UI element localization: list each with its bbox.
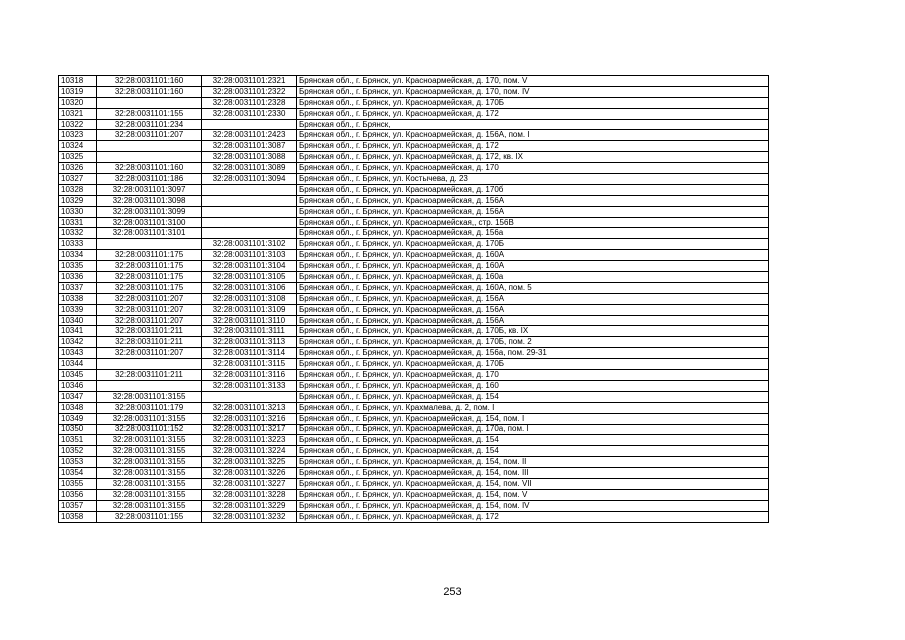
table-row (59, 413, 769, 424)
address-cell: Брянская обл., г. Брянск, ул. Красноармейская, д. 154, пом. II (297, 457, 769, 468)
row-number-cell: 10337 (59, 282, 97, 293)
object-number-cell: 32:28:0031101:3133 (202, 380, 297, 391)
row-number-cell: 10321 (59, 108, 97, 119)
object-number-cell: 32:28:0031101:3228 (202, 489, 297, 500)
row-number-cell: 10336 (59, 272, 97, 283)
address-cell: Брянская обл., г. Брянск, ул. Красноармейская, д. 160а (297, 272, 769, 283)
row-number-cell: 10333 (59, 239, 97, 250)
object-number-cell (202, 119, 297, 130)
table-row (59, 206, 769, 217)
parcel-number-cell: 32:28:0031101:186 (97, 174, 202, 185)
table-row (59, 315, 769, 326)
row-number-cell: 10334 (59, 250, 97, 261)
object-number-cell: 32:28:0031101:3110 (202, 315, 297, 326)
parcel-number-cell: 32:28:0031101:207 (97, 293, 202, 304)
row-number-cell: 10344 (59, 359, 97, 370)
table-row (59, 130, 769, 141)
parcel-number-cell: 32:28:0031101:234 (97, 119, 202, 130)
table-row (59, 500, 769, 511)
table-row (59, 250, 769, 261)
table-row (59, 184, 769, 195)
row-number-cell: 10349 (59, 413, 97, 424)
parcel-number-cell: 32:28:0031101:175 (97, 272, 202, 283)
row-number-cell: 10323 (59, 130, 97, 141)
object-number-cell: 32:28:0031101:3227 (202, 478, 297, 489)
object-number-cell (202, 228, 297, 239)
parcel-number-cell: 32:28:0031101:175 (97, 261, 202, 272)
object-number-cell: 32:28:0031101:3102 (202, 239, 297, 250)
object-number-cell: 32:28:0031101:3088 (202, 152, 297, 163)
parcel-number-cell: 32:28:0031101:160 (97, 76, 202, 87)
table-row (59, 86, 769, 97)
address-cell: Брянская обл., г. Брянск, ул. Красноармейская, д. 156А (297, 304, 769, 315)
object-number-cell: 32:28:0031101:3105 (202, 272, 297, 283)
parcel-number-cell (97, 97, 202, 108)
table-row (59, 359, 769, 370)
row-number-cell: 10338 (59, 293, 97, 304)
parcel-number-cell: 32:28:0031101:3099 (97, 206, 202, 217)
table-row (59, 489, 769, 500)
object-number-cell: 32:28:0031101:3104 (202, 261, 297, 272)
table-row (59, 228, 769, 239)
parcel-number-cell: 32:28:0031101:207 (97, 315, 202, 326)
address-cell: Брянская обл., г. Брянск, ул. Красноармейская, д. 170Б (297, 97, 769, 108)
address-cell: Брянская обл., г. Брянск, ул. Красноармейская, д. 160А, пом. 5 (297, 282, 769, 293)
object-number-cell: 32:28:0031101:3103 (202, 250, 297, 261)
row-number-cell: 10320 (59, 97, 97, 108)
address-cell: Брянская обл., г. Брянск, ул. Красноармейская, д. 170Б, кв. IX (297, 326, 769, 337)
parcel-number-cell: 32:28:0031101:3155 (97, 457, 202, 468)
parcel-number-cell: 32:28:0031101:152 (97, 424, 202, 435)
object-number-cell: 32:28:0031101:3226 (202, 468, 297, 479)
row-number-cell: 10332 (59, 228, 97, 239)
address-cell: Брянская обл., г. Брянск, ул. Красноармейская, д. 170, пом. V (297, 76, 769, 87)
parcel-number-cell: 32:28:0031101:207 (97, 304, 202, 315)
address-cell: Брянская обл., г. Брянск, ул. Красноармейская, д. 170 (297, 163, 769, 174)
address-cell: Брянская обл., г. Брянск, ул. Красноармейская, д. 170 (297, 370, 769, 381)
object-number-cell: 32:28:0031101:3111 (202, 326, 297, 337)
table-row (59, 195, 769, 206)
object-number-cell: 32:28:0031101:3116 (202, 370, 297, 381)
parcel-number-cell (97, 239, 202, 250)
table-row (59, 457, 769, 468)
object-number-cell: 32:28:0031101:3113 (202, 337, 297, 348)
parcel-number-cell (97, 380, 202, 391)
address-cell: Брянская обл., г. Брянск, ул. Красноармейская, д. 156А (297, 206, 769, 217)
row-number-cell: 10342 (59, 337, 97, 348)
table-row (59, 435, 769, 446)
parcel-number-cell: 32:28:0031101:3155 (97, 391, 202, 402)
table-row (59, 424, 769, 435)
address-cell: Брянская обл., г. Брянск, ул. Красноармейская, д. 160А (297, 261, 769, 272)
object-number-cell: 32:28:0031101:3094 (202, 174, 297, 185)
address-cell: Брянская обл., г. Брянск, ул. Красноармейская, д. 156а, пом. 29-31 (297, 348, 769, 359)
address-cell: Брянская обл., г. Брянск, ул. Красноармейская, д. 156А (297, 195, 769, 206)
table-row (59, 326, 769, 337)
address-cell: Брянская обл., г. Брянск, ул. Красноармейская, д. 170Б (297, 359, 769, 370)
address-cell: Брянская обл., г. Брянск, ул. Красноармейская, д. 154, пом. III (297, 468, 769, 479)
address-cell: Брянская обл., г. Брянск, ул. Красноармейская, д. 154, пом. V (297, 489, 769, 500)
address-cell: Брянская обл., г. Брянск, ул. Красноармейская, д. 160 (297, 380, 769, 391)
address-cell: Брянская обл., г. Брянск, ул. Красноармейская, д. 154 (297, 391, 769, 402)
object-number-cell: 32:28:0031101:3106 (202, 282, 297, 293)
parcel-number-cell (97, 141, 202, 152)
parcel-number-cell: 32:28:0031101:155 (97, 108, 202, 119)
table-row (59, 337, 769, 348)
parcel-number-cell: 32:28:0031101:155 (97, 511, 202, 522)
row-number-cell: 10355 (59, 478, 97, 489)
address-cell: Брянская обл., г. Брянск, ул. Красноармейская, д. 170б (297, 184, 769, 195)
registry-table-body (59, 76, 769, 523)
row-number-cell: 10356 (59, 489, 97, 500)
object-number-cell: 32:28:0031101:3217 (202, 424, 297, 435)
table-row (59, 108, 769, 119)
address-cell: Брянская обл., г. Брянск, ул. Красноармейская, д. 172 (297, 511, 769, 522)
table-row (59, 511, 769, 522)
table-row (59, 152, 769, 163)
table-row (59, 76, 769, 87)
parcel-number-cell: 32:28:0031101:3100 (97, 217, 202, 228)
row-number-cell: 10324 (59, 141, 97, 152)
row-number-cell: 10347 (59, 391, 97, 402)
address-cell: Брянская обл., г. Брянск, ул. Красноармейская, д. 154 (297, 446, 769, 457)
address-cell: Брянская обл., г. Брянск, ул. Красноармейская, д. 156А (297, 315, 769, 326)
object-number-cell: 32:28:0031101:3213 (202, 402, 297, 413)
row-number-cell: 10352 (59, 446, 97, 457)
parcel-number-cell: 32:28:0031101:175 (97, 250, 202, 261)
table-row (59, 391, 769, 402)
address-cell: Брянская обл., г. Брянск, ул. Красноармейская, д. 154, пом. VII (297, 478, 769, 489)
row-number-cell: 10341 (59, 326, 97, 337)
object-number-cell: 32:28:0031101:3108 (202, 293, 297, 304)
row-number-cell: 10357 (59, 500, 97, 511)
object-number-cell (202, 217, 297, 228)
row-number-cell: 10354 (59, 468, 97, 479)
parcel-number-cell: 32:28:0031101:3155 (97, 446, 202, 457)
parcel-number-cell: 32:28:0031101:3101 (97, 228, 202, 239)
address-cell: Брянская обл., г. Брянск, ул. Крахмалева, д. 2, пом. I (297, 402, 769, 413)
object-number-cell: 32:28:0031101:3087 (202, 141, 297, 152)
object-number-cell: 32:28:0031101:3115 (202, 359, 297, 370)
row-number-cell: 10351 (59, 435, 97, 446)
object-number-cell: 32:28:0031101:2423 (202, 130, 297, 141)
parcel-number-cell: 32:28:0031101:160 (97, 86, 202, 97)
address-cell: Брянская обл., г. Брянск, ул. Красноармейская, д. 170, пом. IV (297, 86, 769, 97)
row-number-cell: 10350 (59, 424, 97, 435)
object-number-cell: 32:28:0031101:2322 (202, 86, 297, 97)
row-number-cell: 10319 (59, 86, 97, 97)
parcel-number-cell: 32:28:0031101:160 (97, 163, 202, 174)
address-cell: Брянская обл., г. Брянск, ул. Красноармейская,, стр. 156В (297, 217, 769, 228)
address-cell: Брянская обл., г. Брянск, ул. Красноармейская, д. 160А (297, 250, 769, 261)
table-row (59, 97, 769, 108)
parcel-number-cell: 32:28:0031101:179 (97, 402, 202, 413)
row-number-cell: 10343 (59, 348, 97, 359)
parcel-number-cell: 32:28:0031101:3155 (97, 468, 202, 479)
object-number-cell: 32:28:0031101:3224 (202, 446, 297, 457)
address-cell: Брянская обл., г. Брянск, ул. Красноармейская, д. 156А (297, 293, 769, 304)
table-row (59, 370, 769, 381)
parcel-number-cell: 32:28:0031101:207 (97, 130, 202, 141)
parcel-number-cell: 32:28:0031101:207 (97, 348, 202, 359)
object-number-cell: 32:28:0031101:3114 (202, 348, 297, 359)
address-cell: Брянская обл., г. Брянск, ул. Красноармейская, д. 172, кв. IX (297, 152, 769, 163)
row-number-cell: 10335 (59, 261, 97, 272)
object-number-cell: 32:28:0031101:2330 (202, 108, 297, 119)
parcel-number-cell: 32:28:0031101:3155 (97, 500, 202, 511)
table-row (59, 261, 769, 272)
parcel-number-cell: 32:28:0031101:3097 (97, 184, 202, 195)
object-number-cell: 32:28:0031101:3229 (202, 500, 297, 511)
object-number-cell: 32:28:0031101:3216 (202, 413, 297, 424)
table-row (59, 163, 769, 174)
object-number-cell: 32:28:0031101:3109 (202, 304, 297, 315)
object-number-cell (202, 391, 297, 402)
object-number-cell: 32:28:0031101:3223 (202, 435, 297, 446)
parcel-number-cell (97, 152, 202, 163)
table-row (59, 348, 769, 359)
parcel-number-cell: 32:28:0031101:3155 (97, 489, 202, 500)
table-row (59, 380, 769, 391)
table-row (59, 272, 769, 283)
object-number-cell: 32:28:0031101:2328 (202, 97, 297, 108)
address-cell: Брянская обл., г. Брянск, ул. Красноармейская, д. 170Б (297, 239, 769, 250)
page-number: 253 (443, 586, 462, 598)
table-row (59, 468, 769, 479)
address-cell: Брянская обл., г. Брянск, ул. Красноармейская, д. 172 (297, 108, 769, 119)
row-number-cell: 10331 (59, 217, 97, 228)
parcel-number-cell (97, 359, 202, 370)
object-number-cell: 32:28:0031101:3225 (202, 457, 297, 468)
row-number-cell: 10330 (59, 206, 97, 217)
parcel-number-cell: 32:28:0031101:3155 (97, 435, 202, 446)
object-number-cell: 32:28:0031101:2321 (202, 76, 297, 87)
table-row (59, 446, 769, 457)
row-number-cell: 10340 (59, 315, 97, 326)
row-number-cell: 10339 (59, 304, 97, 315)
row-number-cell: 10358 (59, 511, 97, 522)
table-row (59, 293, 769, 304)
table-row (59, 239, 769, 250)
object-number-cell (202, 195, 297, 206)
row-number-cell: 10322 (59, 119, 97, 130)
address-cell: Брянская обл., г. Брянск, ул. Красноармейская, д. 156А, пом. I (297, 130, 769, 141)
row-number-cell: 10325 (59, 152, 97, 163)
row-number-cell: 10318 (59, 76, 97, 87)
object-number-cell: 32:28:0031101:3232 (202, 511, 297, 522)
object-number-cell (202, 184, 297, 195)
address-cell: Брянская обл., г. Брянск, (297, 119, 769, 130)
row-number-cell: 10328 (59, 184, 97, 195)
table-row (59, 402, 769, 413)
parcel-number-cell: 32:28:0031101:211 (97, 326, 202, 337)
address-cell: Брянская обл., г. Брянск, ул. Красноармейская, д. 154, пом. I (297, 413, 769, 424)
address-cell: Брянская обл., г. Брянск, ул. Красноармейская, д. 170а, пом. I (297, 424, 769, 435)
row-number-cell: 10353 (59, 457, 97, 468)
parcel-number-cell: 32:28:0031101:175 (97, 282, 202, 293)
table-row (59, 217, 769, 228)
row-number-cell: 10327 (59, 174, 97, 185)
address-cell: Брянская обл., г. Брянск, ул. Красноармейская, д. 156а (297, 228, 769, 239)
table-row (59, 174, 769, 185)
address-cell: Брянская обл., г. Брянск, ул. Красноармейская, д. 154 (297, 435, 769, 446)
row-number-cell: 10345 (59, 370, 97, 381)
address-cell: Брянская обл., г. Брянск, ул. Костычева, д. 23 (297, 174, 769, 185)
row-number-cell: 10348 (59, 402, 97, 413)
table-row (59, 478, 769, 489)
parcel-number-cell: 32:28:0031101:211 (97, 337, 202, 348)
object-number-cell (202, 206, 297, 217)
address-cell: Брянская обл., г. Брянск, ул. Красноармейская, д. 170Б, пом. 2 (297, 337, 769, 348)
object-number-cell: 32:28:0031101:3089 (202, 163, 297, 174)
table-row (59, 119, 769, 130)
parcel-number-cell: 32:28:0031101:211 (97, 370, 202, 381)
parcel-number-cell: 32:28:0031101:3098 (97, 195, 202, 206)
row-number-cell: 10346 (59, 380, 97, 391)
parcel-number-cell: 32:28:0031101:3155 (97, 478, 202, 489)
address-cell: Брянская обл., г. Брянск, ул. Красноармейская, д. 172 (297, 141, 769, 152)
parcel-number-cell: 32:28:0031101:3155 (97, 413, 202, 424)
table-row (59, 141, 769, 152)
table-row (59, 304, 769, 315)
registry-table (58, 75, 769, 523)
address-cell: Брянская обл., г. Брянск, ул. Красноармейская, д. 154, пом. IV (297, 500, 769, 511)
table-row (59, 282, 769, 293)
row-number-cell: 10329 (59, 195, 97, 206)
row-number-cell: 10326 (59, 163, 97, 174)
